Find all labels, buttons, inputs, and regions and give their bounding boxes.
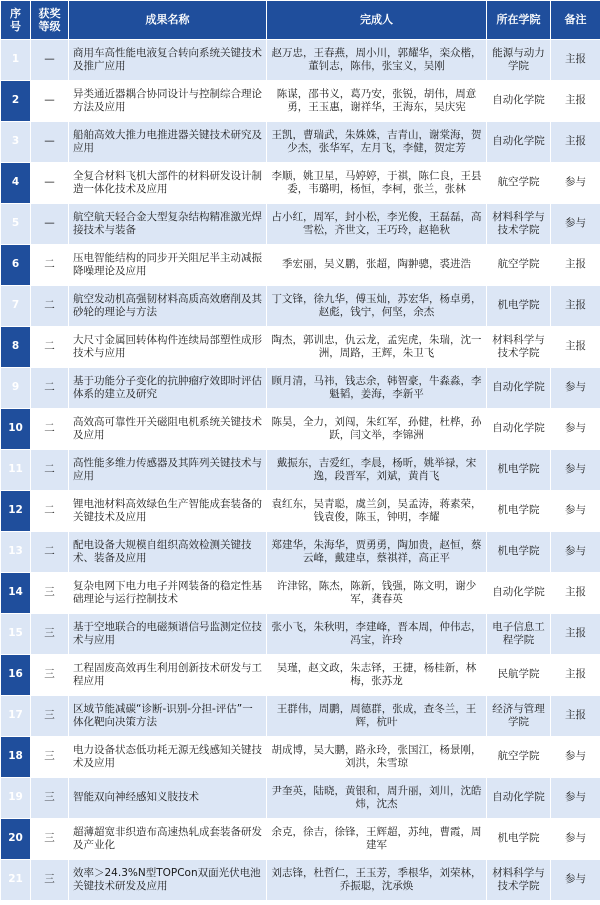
college-name: 电子信息工程学院 [487,614,551,655]
award-grade: 三 [31,614,69,655]
award-grade: 二 [31,491,69,532]
college-name: 机电学院 [487,532,551,573]
achievement-name: 异类通近器耦合协同设计与控制综合理论方法及应用 [69,81,267,122]
row-number: 2 [1,81,31,122]
contributors: 余克，徐吉，徐锋，王辉超，苏纯，曹霞，周建军 [267,819,487,860]
role-note: 参与 [551,163,600,204]
contributors: 占小红，周军，封小松，李光俊，王磊磊，高雪松，齐世文，王巧玲，赵艳秋 [267,204,487,245]
role-note: 主报 [551,245,600,286]
row-number: 12 [1,491,31,532]
contributors: 王凯，曹瑞武，朱姝姝，吉青山，谢棠海，贺少杰，张华军，左月飞，李健，贺定芳 [267,122,487,163]
role-note: 主报 [551,655,600,696]
contributors: 胡成博，吴大鹏，路永玲，张国江，杨景刚，刘洪，朱雪琼 [267,737,487,778]
college-name: 自动化学院 [487,409,551,450]
college-name: 自动化学院 [487,122,551,163]
college-name: 材料科学与技术学院 [487,327,551,368]
award-grade: — [31,163,69,204]
achievement-name: 工程固废高效再生利用创新技术研发与工程应用 [69,655,267,696]
table-row [1,819,600,860]
header-note: 备注 [551,1,600,40]
row-number: 16 [1,655,31,696]
college-name: 机电学院 [487,491,551,532]
header-grade: 获奖等级 [31,1,69,40]
table-row [1,860,600,901]
contributors: 丁文锋，徐九华，傅玉灿，苏宏华，杨卓勇，赵彪，钱宁，何坚，余杰 [267,286,487,327]
table-row [1,245,600,286]
row-number: 18 [1,737,31,778]
row-number: 5 [1,204,31,245]
achievement-name: 航空发动机高强韧材料高质高效磨削及其砂轮的理论与方法 [69,286,267,327]
achievement-name: 全复合材料飞机大部件的材料研发设计制造一体化技术及应用 [69,163,267,204]
header-college: 所在学院 [487,1,551,40]
achievement-name: 基于功能分子变化的抗肿瘤疗效即时评估体系的建立及研究 [69,368,267,409]
row-number: 11 [1,450,31,491]
college-name: 航空学院 [487,245,551,286]
row-number: 6 [1,245,31,286]
achievement-name: 高性能多维力传感器及其阵列关键技术与应用 [69,450,267,491]
table-row [1,81,600,122]
college-name: 自动化学院 [487,778,551,819]
role-note: 主报 [551,573,600,614]
contributors: 郑建华，朱海华，贾勇勇，陶加贵，赵恒，蔡云峰，戴建卓，蔡祺祥，高正平 [267,532,487,573]
table-row [1,655,600,696]
table-row [1,737,600,778]
row-number: 20 [1,819,31,860]
role-note: 主报 [551,286,600,327]
row-number: 1 [1,40,31,81]
contributors: 李顺，姚卫星，马婷婷，于祺，陈仁良，王县委，韦璐明，杨恒，李柯，张兰，张林 [267,163,487,204]
achievement-name: 复杂电网下电力电子并网装备的稳定性基础理论与运行控制技术 [69,573,267,614]
row-number: 14 [1,573,31,614]
row-number: 3 [1,122,31,163]
college-name: 航空学院 [487,163,551,204]
award-grade: 三 [31,819,69,860]
college-name: 机电学院 [487,286,551,327]
contributors: 张小飞，朱秋明，李建峰，晋本周，仲伟志，冯宝，许玲 [267,614,487,655]
header-row [1,1,600,40]
college-name: 机电学院 [487,450,551,491]
header-people: 完成人 [267,1,487,40]
role-note: 主报 [551,40,600,81]
achievement-name: 压电智能结构的同步开关阻尼半主动减振降噪理论及应用 [69,245,267,286]
row-number: 21 [1,860,31,901]
role-note: 参与 [551,450,600,491]
table-header [1,1,600,40]
award-grade: 三 [31,696,69,737]
table-row [1,614,600,655]
award-grade: — [31,122,69,163]
role-note: 主报 [551,122,600,163]
award-grade: 三 [31,860,69,901]
award-grade: 二 [31,286,69,327]
award-grade: — [31,204,69,245]
achievement-name: 锂电池材料高效绿色生产智能成套装备的关键技术及应用 [69,491,267,532]
award-grade: — [31,40,69,81]
table-row [1,491,600,532]
contributors: 许津铭，陈杰，陈新，钱强，陈文明，谢少军，龚春英 [267,573,487,614]
table-row [1,778,600,819]
award-grade: — [31,81,69,122]
achievement-name: 大尺寸金属回转体构件连续局部塑性成形技术与应用 [69,327,267,368]
college-name: 经济与管理学院 [487,696,551,737]
achievement-name: 商用车高性能电液复合转向系统关键技术及推广应用 [69,40,267,81]
table-body [1,40,600,901]
award-grade: 二 [31,532,69,573]
college-name: 自动化学院 [487,573,551,614]
table-row [1,40,600,81]
role-note: 主报 [551,327,600,368]
award-grade: 三 [31,655,69,696]
role-note: 参与 [551,368,600,409]
role-note: 参与 [551,778,600,819]
role-note: 主报 [551,614,600,655]
college-name: 材料科学与技术学院 [487,204,551,245]
contributors: 袁红东，吴青聪，虞兰剑，吴孟涛，蒋素荣，钱袁俊，陈玉，钟明，李耀 [267,491,487,532]
contributors: 陈谋，邵书义，葛乃安，张锐，胡伟，周意勇，王玉惠，谢祥华，王海东，吴庆宪 [267,81,487,122]
college-name: 能源与动力学院 [487,40,551,81]
role-note: 参与 [551,409,600,450]
row-number: 13 [1,532,31,573]
row-number: 8 [1,327,31,368]
achievement-name: 基于空地联合的电磁频谱信号监测定位技术与应用 [69,614,267,655]
table-row [1,696,600,737]
college-name: 自动化学院 [487,81,551,122]
award-grade: 二 [31,409,69,450]
table-row [1,327,600,368]
college-name: 航空学院 [487,737,551,778]
achievement-name: 高效高可靠性开关磁阻电机系统关键技术及应用 [69,409,267,450]
table-row [1,573,600,614]
header-name: 成果名称 [69,1,267,40]
achievement-name: 船舶高效大推力电推进器关键技术研究及应用 [69,122,267,163]
award-grade: 二 [31,245,69,286]
contributors: 陶杰，郭训忠，仇云龙，孟宪虎，朱瑞，沈一洲，周路，王辉，朱卫飞 [267,327,487,368]
achievement-name: 航空航天轻合金大型复杂结构精准激光焊接技术与装备 [69,204,267,245]
contributors: 顾月清，马祎，钱志余，韩智豪，牛淼淼，李魁韬，姜海，李新平 [267,368,487,409]
role-note: 参与 [551,737,600,778]
role-note: 主报 [551,81,600,122]
contributors: 刘志锋，杜哲仁，王玉芳，季根华，刘荣林，乔振聪，沈承焕 [267,860,487,901]
row-number: 19 [1,778,31,819]
header-no: 序号 [1,1,31,40]
contributors: 吴瑾，赵文政，朱志铎，王捷，杨桂新，林梅，张苏龙 [267,655,487,696]
contributors: 王群伟，周鹏，周德群，张成，查冬兰，王辉，杭叶 [267,696,487,737]
table-row [1,368,600,409]
college-name: 自动化学院 [487,368,551,409]
contributors: 尹奎英，陆晓，黄银和，周升丽，刘川，沈皓炜，沈杰 [267,778,487,819]
row-number: 10 [1,409,31,450]
contributors: 季宏丽，吴义鹏，张超，陶翀骢，裘进浩 [267,245,487,286]
award-grade: 二 [31,368,69,409]
role-note: 参与 [551,532,600,573]
table-row [1,163,600,204]
achievement-name: 效率＞24.3%N型TOPCon双面光伏电池关键技术研发及应用 [69,860,267,901]
row-number: 15 [1,614,31,655]
table-row [1,122,600,163]
college-name: 材料科学与技术学院 [487,860,551,901]
role-note: 参与 [551,491,600,532]
college-name: 机电学院 [487,819,551,860]
achievement-name: 配电设备大规模自组织高效检测关键技术、装备及应用 [69,532,267,573]
contributors: 陈昊，全力，刘闯，朱红军，孙健，杜桦，孙跃，闫文举，李锦洲 [267,409,487,450]
role-note: 参与 [551,860,600,901]
role-note: 参与 [551,819,600,860]
table-row [1,409,600,450]
table-row [1,532,600,573]
award-grade: 二 [31,450,69,491]
row-number: 17 [1,696,31,737]
row-number: 4 [1,163,31,204]
table-row [1,286,600,327]
achievement-name: 超薄超宽非织造布高速热轧成套装备研发及产业化 [69,819,267,860]
row-number: 9 [1,368,31,409]
award-grade: 三 [31,778,69,819]
college-name: 民航学院 [487,655,551,696]
achievement-name: 电力设备状态低功耗无源无线感知关键技术及应用 [69,737,267,778]
achievement-name: 区域节能减碳“诊断-识别-分担-评估”一体化靶向决策方法 [69,696,267,737]
achievement-name: 智能双向神经感知义肢技术 [69,778,267,819]
table-row [1,204,600,245]
award-grade: 三 [31,737,69,778]
role-note: 参与 [551,204,600,245]
role-note: 主报 [551,696,600,737]
award-grade: 二 [31,327,69,368]
contributors: 戴振东，吉爱红，李晨，杨昕，姚举禄，宋逸，段晋军，刘斌，黄肖飞 [267,450,487,491]
row-number: 7 [1,286,31,327]
contributors: 赵万忠，王春燕，周小川，郭耀华，栾众楷，董钊志，陈伟，张宝义，吴刚 [267,40,487,81]
table-row [1,450,600,491]
award-grade: 三 [31,573,69,614]
